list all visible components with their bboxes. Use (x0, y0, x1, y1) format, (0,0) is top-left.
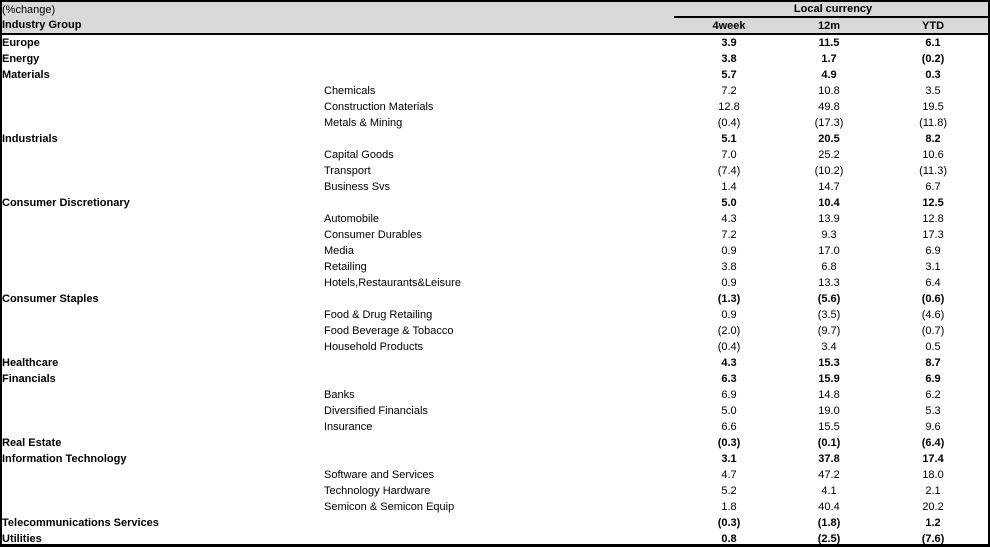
sub-industry-label: Food & Drug Retailing (324, 309, 433, 321)
value-ytd: 3.1 (925, 261, 941, 273)
group-label (2, 419, 324, 435)
value-ytd: (11.8) (919, 117, 947, 129)
value-12m: 37.8 (818, 453, 840, 465)
sub-industry-label: Capital Goods (324, 149, 394, 161)
group-label (2, 211, 324, 227)
table-row (2, 259, 990, 275)
value-ytd: 5.3 (925, 405, 941, 417)
value-ytd: 6.9 (925, 245, 941, 257)
value-12m: 6.8 (821, 261, 837, 273)
group-label (2, 403, 324, 419)
sub-industry-label (324, 51, 674, 67)
value-4week: 12.8 (718, 101, 740, 113)
value-12m: 49.8 (818, 101, 840, 113)
table-row (2, 483, 990, 499)
sub-industry-label: Banks (324, 389, 355, 401)
value-4week: 3.9 (721, 37, 737, 49)
value-12m: 15.3 (818, 357, 840, 369)
value-12m: (2.5) (817, 533, 841, 545)
table-row (2, 83, 990, 99)
value-4week: 4.3 (721, 357, 737, 369)
value-12m: 9.3 (821, 229, 837, 241)
value-12m: (3.5) (817, 309, 841, 321)
sub-industry-label: Automobile (324, 213, 380, 225)
table-row (2, 195, 990, 211)
value-ytd: 1.2 (925, 517, 941, 529)
value-ytd: 17.4 (922, 453, 944, 465)
table-row (2, 243, 990, 259)
value-ytd: 10.6 (922, 149, 944, 161)
group-label (2, 147, 324, 163)
table-row (2, 419, 990, 435)
value-ytd: (11.3) (919, 165, 947, 177)
sub-industry-label: Software and Services (324, 469, 435, 481)
sub-industry-label: Consumer Durables (324, 229, 422, 241)
sub-industry-label: Food Beverage & Tobacco (324, 325, 454, 337)
header-row-columns (2, 17, 990, 34)
value-4week: (2.0) (717, 325, 741, 337)
group-label: Real Estate (2, 437, 62, 449)
value-12m: 19.0 (818, 405, 840, 417)
sub-industry-label: Metals & Mining (324, 117, 403, 129)
value-4week: 7.2 (721, 229, 737, 241)
value-12m: 15.9 (818, 373, 840, 385)
value-4week: 4.3 (721, 213, 737, 225)
table-row (2, 371, 990, 387)
value-12m: (5.6) (817, 293, 841, 305)
value-ytd: (4.6) (921, 309, 945, 321)
value-12m: (17.3) (814, 117, 844, 129)
sub-industry-label (324, 451, 674, 467)
table-row (2, 34, 990, 51)
table-row (2, 435, 990, 451)
value-ytd: 9.6 (925, 421, 941, 433)
table-row (2, 515, 990, 531)
value-12m: 11.5 (818, 37, 840, 49)
value-ytd: 20.2 (922, 501, 944, 513)
value-4week: 0.8 (721, 533, 737, 545)
local-currency-header: Local currency (674, 2, 990, 17)
sub-industry-label (324, 131, 674, 147)
value-4week: 3.1 (721, 453, 737, 465)
group-label: Consumer Staples (2, 293, 99, 305)
table-row (2, 163, 990, 179)
table-row (2, 179, 990, 195)
value-ytd: 8.2 (925, 133, 941, 145)
sub-industry-label (324, 195, 674, 211)
value-12m: 20.5 (818, 133, 840, 145)
value-4week: 5.7 (721, 69, 737, 81)
group-label: Financials (2, 373, 56, 385)
group-label (2, 99, 324, 115)
group-label: Utilities (2, 533, 42, 545)
value-4week: 7.0 (721, 149, 737, 161)
value-12m: 4.9 (821, 69, 837, 81)
value-4week: (0.3) (717, 437, 741, 449)
value-4week: 1.8 (721, 501, 737, 513)
value-12m: 1.7 (821, 53, 837, 65)
sub-industry-label: Business Svs (324, 181, 391, 193)
group-label (2, 83, 324, 99)
value-4week: (0.3) (717, 517, 741, 529)
value-4week: 6.6 (721, 421, 737, 433)
value-ytd: 3.5 (925, 85, 941, 97)
sub-industry-label: Diversified Financials (324, 405, 428, 417)
table-row (2, 387, 990, 403)
table-row (2, 451, 990, 467)
value-ytd: 12.8 (922, 213, 944, 225)
group-label (2, 163, 324, 179)
value-12m: 10.8 (818, 85, 840, 97)
column-header-4week: 4week (674, 17, 784, 34)
sub-industry-label: Transport (324, 165, 371, 177)
sub-industry-label: Technology Hardware (324, 485, 431, 497)
column-header-ytd: YTD (874, 17, 990, 34)
group-label: Healthcare (2, 357, 59, 369)
value-4week: 0.9 (721, 309, 737, 321)
group-label (2, 307, 324, 323)
sub-industry-label: Chemicals (324, 85, 376, 97)
group-label: Industrials (2, 133, 58, 145)
value-ytd: 17.3 (922, 229, 944, 241)
value-ytd: (7.6) (921, 533, 945, 545)
group-label: Consumer Discretionary (2, 197, 130, 209)
value-4week: 1.4 (721, 181, 737, 193)
group-label (2, 227, 324, 243)
value-4week: 3.8 (721, 261, 737, 273)
value-12m: 25.2 (818, 149, 840, 161)
sub-industry-label: Retailing (324, 261, 367, 273)
performance-table (2, 2, 990, 547)
value-12m: 4.1 (821, 485, 837, 497)
column-header-12m: 12m (784, 17, 874, 34)
group-label (2, 115, 324, 131)
table-row (2, 147, 990, 163)
table-row (2, 131, 990, 147)
value-ytd: (0.7) (921, 325, 945, 337)
group-label (2, 467, 324, 483)
sub-industry-label (324, 67, 674, 83)
value-ytd: 6.4 (925, 277, 941, 289)
group-label (2, 259, 324, 275)
header-row-units (2, 2, 990, 17)
value-ytd: (0.2) (921, 53, 945, 65)
table-row (2, 211, 990, 227)
value-4week: (1.3) (717, 293, 741, 305)
table-row (2, 339, 990, 355)
value-4week: 7.2 (721, 85, 737, 97)
value-12m: 15.5 (818, 421, 840, 433)
group-label: Information Technology (2, 453, 127, 465)
table-row (2, 291, 990, 307)
value-4week: 4.7 (721, 469, 737, 481)
sub-industry-label: Hotels,Restaurants&Leisure (324, 277, 461, 289)
value-ytd: 8.7 (925, 357, 941, 369)
value-ytd: 12.5 (922, 197, 944, 209)
table-row (2, 275, 990, 291)
table-row (2, 499, 990, 515)
group-label: Europe (2, 37, 40, 49)
sub-industry-label: Insurance (324, 421, 373, 433)
value-4week: (0.4) (717, 117, 741, 129)
value-ytd: 6.1 (925, 37, 941, 49)
group-label (2, 275, 324, 291)
value-ytd: 6.9 (925, 373, 941, 385)
sub-industry-label (324, 355, 674, 371)
table-row (2, 67, 990, 83)
value-4week: 5.0 (721, 405, 737, 417)
value-12m: (9.7) (817, 325, 841, 337)
value-12m: 17.0 (818, 245, 840, 257)
value-ytd: 19.5 (922, 101, 944, 113)
value-ytd: 0.5 (925, 341, 941, 353)
group-label: Energy (2, 53, 40, 65)
value-ytd: 0.3 (925, 69, 941, 81)
value-12m: 47.2 (818, 469, 840, 481)
table-header (2, 2, 990, 34)
group-label (2, 339, 324, 355)
value-4week: 5.1 (721, 133, 737, 145)
value-ytd: (0.6) (921, 293, 945, 305)
sub-industry-label: Media (324, 245, 354, 257)
sub-industry-label: Household Products (324, 341, 424, 353)
sub-industry-label: Construction Materials (324, 101, 434, 113)
value-12m: 14.8 (818, 389, 840, 401)
group-label (2, 243, 324, 259)
value-4week: 5.0 (721, 197, 737, 209)
value-ytd: 2.1 (925, 485, 941, 497)
value-12m: 10.4 (818, 197, 840, 209)
value-12m: (10.2) (814, 165, 844, 177)
group-label (2, 499, 324, 515)
value-12m: 13.3 (818, 277, 840, 289)
sub-industry-label (324, 531, 674, 547)
table-row (2, 355, 990, 371)
value-4week: 3.8 (721, 53, 737, 65)
sub-industry-label (324, 291, 674, 307)
table-row (2, 323, 990, 339)
group-label (2, 483, 324, 499)
table-row (2, 467, 990, 483)
sub-industry-label: Semicon & Semicon Equip (324, 501, 455, 513)
value-12m: 14.7 (818, 181, 840, 193)
value-12m: 13.9 (818, 213, 840, 225)
group-label (2, 323, 324, 339)
sub-industry-label (324, 515, 674, 531)
group-label: Telecommunications Services (2, 517, 159, 529)
value-4week: 6.3 (721, 373, 737, 385)
value-4week: 0.9 (721, 277, 737, 289)
table-row (2, 115, 990, 131)
value-12m: 3.4 (821, 341, 837, 353)
value-ytd: 6.2 (925, 389, 941, 401)
value-4week: (0.4) (717, 341, 741, 353)
table-row (2, 99, 990, 115)
table-row (2, 403, 990, 419)
table-row (2, 51, 990, 67)
value-ytd: 6.7 (925, 181, 941, 193)
group-label: Materials (2, 69, 50, 81)
value-ytd: (6.4) (921, 437, 945, 449)
sub-industry-label (324, 371, 674, 387)
value-4week: (7.4) (717, 165, 741, 177)
value-4week: 6.9 (721, 389, 737, 401)
table-body (2, 34, 990, 547)
industry-group-header: Industry Group (2, 17, 674, 34)
table-row (2, 307, 990, 323)
sub-industry-label (324, 34, 674, 51)
table-row (2, 227, 990, 243)
sub-industry-label (324, 435, 674, 451)
group-label (2, 387, 324, 403)
value-4week: 5.2 (721, 485, 737, 497)
value-4week: 0.9 (721, 245, 737, 257)
value-12m: (0.1) (817, 437, 841, 449)
unit-label: (%change) (2, 2, 674, 17)
table-row (2, 531, 990, 547)
value-ytd: 18.0 (922, 469, 944, 481)
value-12m: (1.8) (817, 517, 841, 529)
value-12m: 40.4 (818, 501, 840, 513)
group-label (2, 179, 324, 195)
